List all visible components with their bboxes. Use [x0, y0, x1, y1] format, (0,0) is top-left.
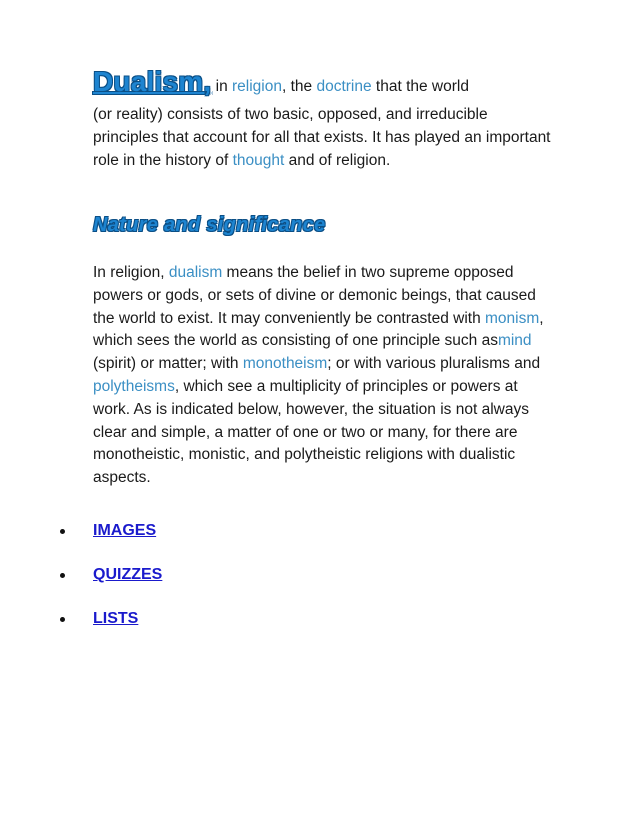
section-text-6: , which see a multiplicity of principles or powers at work. As is indicated below, however, the situation is not always clear and simple, a matter of one or two or many, for there are monotheistic, monistic, and polytheistic religions with dualistic aspects. [93, 377, 529, 487]
intro-text-3a: that the world [371, 78, 469, 95]
images-link[interactable]: IMAGES [93, 522, 157, 539]
section-paragraph [93, 262, 553, 490]
intro-first-line [93, 68, 469, 101]
page-title: Dualism, [93, 66, 212, 97]
link-mind[interactable]: mind [497, 332, 532, 350]
link-dualism[interactable]: dualism [168, 264, 223, 281]
section-text-2: means the belief in two supreme opposed powers or gods, or sets of divine or demonic beings, that caused the world to exist. It may conveniently be contrasted with [93, 264, 536, 327]
link-thought[interactable]: thought [232, 151, 285, 169]
link-doctrine[interactable]: doctrine [316, 78, 372, 95]
section-text-1: In religion, [93, 264, 169, 281]
link-monism[interactable]: monism [485, 309, 540, 327]
link-monotheism[interactable]: monotheism [242, 355, 328, 373]
link-religion[interactable]: religion [232, 78, 282, 95]
bullet-dot-icon [60, 617, 65, 622]
bullet-dot-icon [60, 573, 65, 578]
intro-text-1: in [211, 78, 232, 95]
bullet-dot-icon [60, 529, 65, 534]
intro-paragraph [93, 104, 553, 172]
intro-text-3b: (or reality) consists of two basic, opposed, and irreducible principles that account for all that exists. It has played an important role in the history of [93, 106, 551, 169]
link-polytheisms[interactable]: polytheisms [93, 377, 175, 395]
section-text-3: , which sees the world as consisting of one principle such as [93, 309, 544, 350]
section-text-4: (spirit) or matter; with [93, 355, 243, 373]
section-heading: Nature and significance [93, 214, 326, 236]
section-text-5: ; or with various pluralisms and [327, 355, 541, 373]
lists-link[interactable]: LISTS [93, 610, 139, 627]
intro-text-4: and of religion. [284, 151, 391, 169]
quizzes-link[interactable]: QUIZZES [93, 566, 163, 583]
intro-text-2: , the [281, 78, 317, 95]
